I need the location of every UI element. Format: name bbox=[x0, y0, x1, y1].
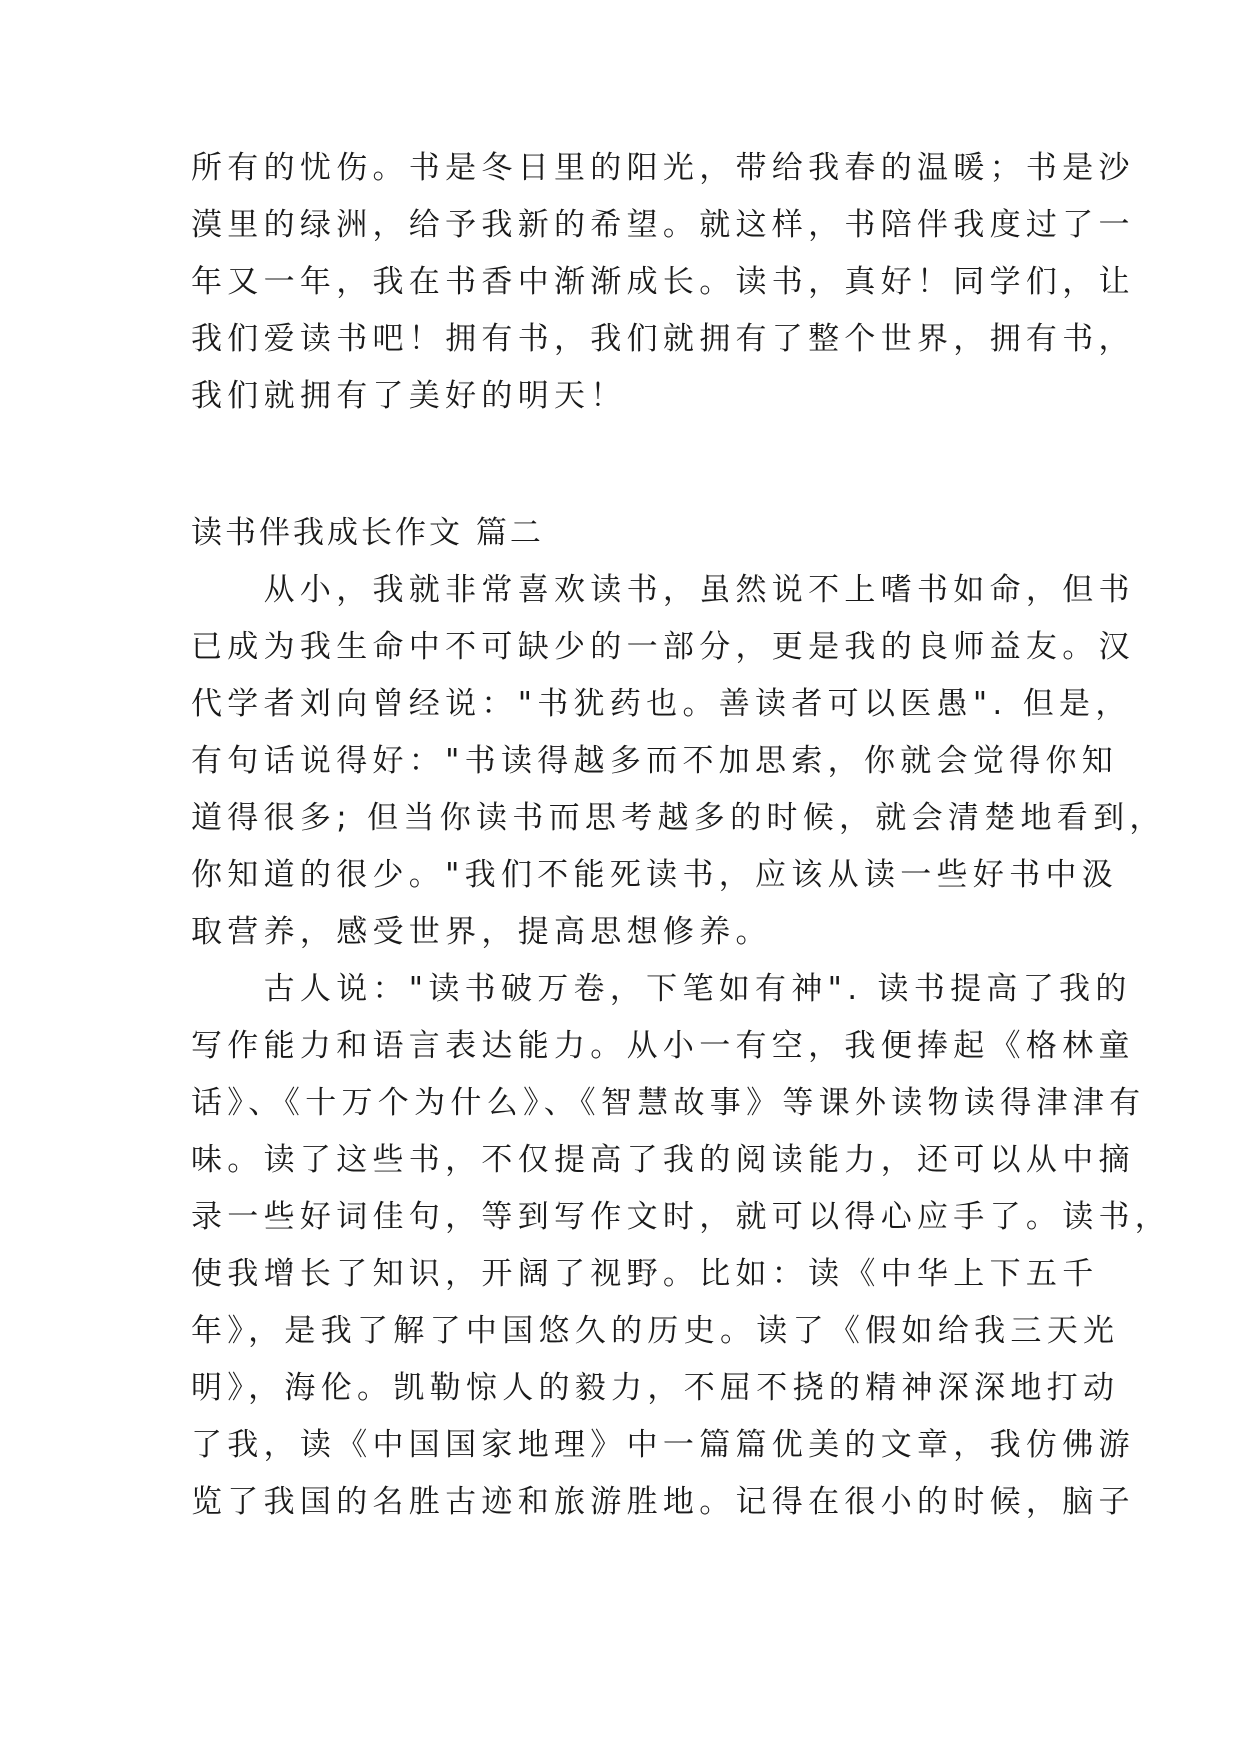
text-line: 写作能力和语言表达能力。从小一有空，我便捧起《格林童 bbox=[191, 1028, 1135, 1064]
section-heading: 读书伴我成长作文 篇二 bbox=[191, 515, 544, 551]
text-line: 明》，海伦。凯勒惊人的毅力，不屈不挠的精神深深地打动 bbox=[191, 1370, 1120, 1406]
text-line: 我们爱读书吧！拥有书，我们就拥有了整个世界，拥有书， bbox=[191, 321, 1135, 357]
text-line: 我们就拥有了美好的明天！ bbox=[191, 378, 627, 414]
text-line: 话》、《十万个为什么》、《智慧故事》等课外读物读得津津有 bbox=[191, 1085, 1146, 1121]
text-line: 所有的忧伤。书是冬日里的阳光，带给我春的温暖；书是沙 bbox=[191, 150, 1135, 186]
text-line: 录一些好词佳句，等到写作文时，就可以得心应手了。读书， bbox=[191, 1199, 1172, 1235]
text-line: 古人说："读书破万卷，下笔如有神". 读书提高了我的 bbox=[191, 971, 1132, 1007]
text-line: 年》，是我了解了中国悠久的历史。读了《假如给我三天光 bbox=[191, 1313, 1120, 1349]
text-line: 味。读了这些书，不仅提高了我的阅读能力，还可以从中摘 bbox=[191, 1142, 1135, 1178]
text-line: 有句话说得好："书读得越多而不加思索，你就会觉得你知 bbox=[191, 743, 1119, 779]
text-line: 览了我国的名胜古迹和旅游胜地。记得在很小的时候，脑子 bbox=[191, 1484, 1135, 1520]
text-line: 使我增长了知识，开阔了视野。比如：读《中华上下五千 bbox=[191, 1256, 1099, 1292]
text-line: 你知道的很少。"我们不能死读书，应该从读一些好书中汲 bbox=[191, 857, 1119, 893]
text-line: 已成为我生命中不可缺少的一部分，更是我的良师益友。汉 bbox=[191, 629, 1135, 665]
text-line: 年又一年，我在书香中渐渐成长。读书，真好！同学们，让 bbox=[191, 264, 1135, 300]
text-line: 从小，我就非常喜欢读书，虽然说不上嗜书如命，但书 bbox=[191, 572, 1135, 608]
text-line: 漠里的绿洲，给予我新的希望。就这样，书陪伴我度过了一 bbox=[191, 207, 1135, 243]
text-line: 道得很多; 但当你读书而思考越多的时候，就会清楚地看到， bbox=[191, 800, 1166, 836]
text-line: 代学者刘向曾经说："书犹药也。善读者可以医愚". 但是， bbox=[191, 686, 1132, 722]
text-line: 取营养，感受世界，提高思想修养。 bbox=[191, 914, 772, 950]
text-line: 了我，读《中国国家地理》中一篇篇优美的文章，我仿佛游 bbox=[191, 1427, 1135, 1463]
